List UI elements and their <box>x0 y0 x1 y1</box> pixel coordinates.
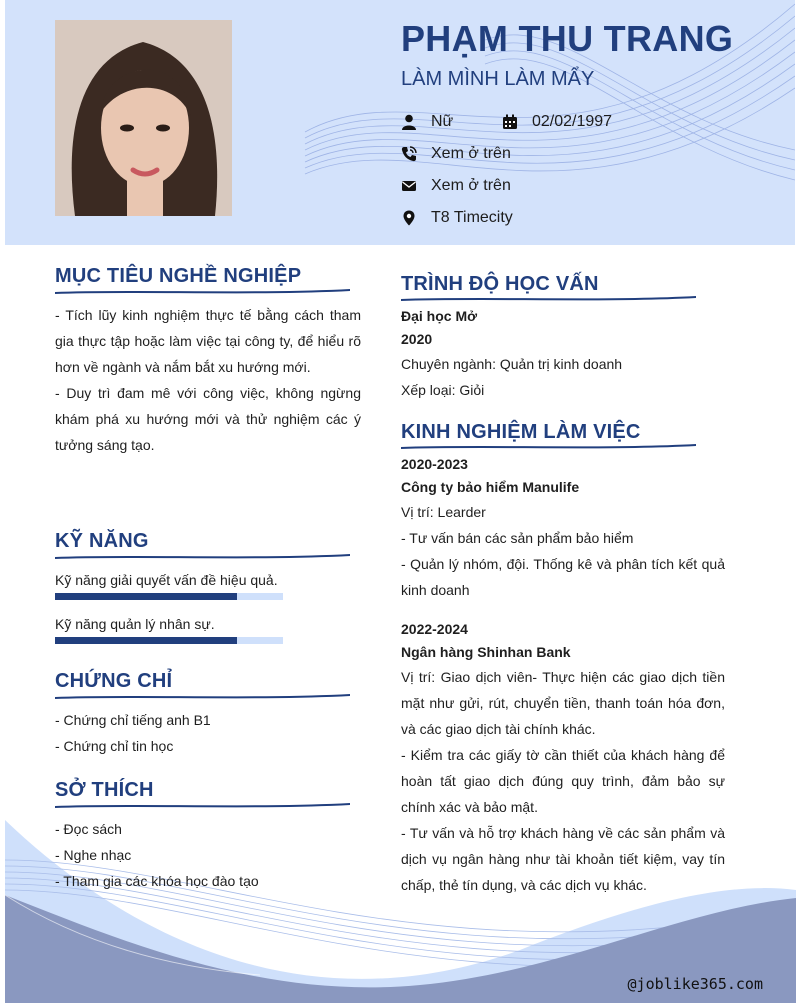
skills-heading-underline <box>55 553 350 561</box>
job-period: 2020-2023 <box>401 456 468 472</box>
job-description <box>401 664 725 898</box>
address-row <box>401 209 513 227</box>
job-detail: - Tư vấn và hỗ trợ khách hàng về các sản phẩm và dịch vụ ngân hàng như tài khoản tiết kiệm, vay tín chấp, thẻ tín dụng, và các dịch vụ khác. <box>401 825 725 893</box>
hobby-item: - Đọc sách <box>55 821 122 837</box>
hobbies-heading: SỞ THÍCH <box>55 779 154 801</box>
candidate-name: PHẠM THU TRANG <box>401 18 734 59</box>
job-role: Vị trí: Giao dịch viên- Thực hiện các giao dịch tiền mặt như gửi, rút, chuyển tiền, thanh toán hóa đơn, và các giao dịch tài chính khác. <box>401 669 725 737</box>
experience-heading-underline <box>401 443 696 451</box>
phone-row <box>401 145 511 163</box>
job-period: 2022-2024 <box>401 621 468 637</box>
job-detail: - Tư vấn bán các sản phẩm bảo hiểm <box>401 530 634 546</box>
certificate-item: - Chứng chỉ tiếng anh B1 <box>55 712 211 728</box>
website-credit: @joblike365.com <box>627 975 763 993</box>
phone-value: Xem ở trên <box>431 145 511 162</box>
objective-text <box>55 302 361 458</box>
profile-photo <box>55 20 232 216</box>
skill-bar-fill <box>55 593 237 600</box>
email-value: Xem ở trên <box>431 177 511 194</box>
person-icon <box>401 114 417 130</box>
calendar-icon <box>502 114 518 130</box>
education-year: 2020 <box>401 331 433 347</box>
objective-paragraph: - Tích lũy kinh nghiệm thực tế bằng cách tham gia thực tập hoặc làm việc tại công ty, để hiểu rõ hơn về ngành và nắm bắt xu hướng mới. <box>55 307 361 375</box>
skill-bar <box>55 593 283 600</box>
job-detail: - Kiểm tra các giấy tờ cần thiết của khách hàng để hoàn tất giao dịch đúng quy trình, đảm bảo sự chính xác và bảo mật. <box>401 747 725 815</box>
phone-icon <box>401 146 417 162</box>
skill-bar <box>55 637 283 644</box>
hobby-item: - Tham gia các khóa học đào tạo <box>55 873 259 889</box>
objective-paragraph: - Duy trì đam mê với công việc, không ngừng khám phá xu hướng mới và thử nghiệm các ý tưởng sáng tạo. <box>55 385 361 453</box>
job-description <box>401 499 725 603</box>
education-heading: TRÌNH ĐỘ HỌC VẤN <box>401 273 599 295</box>
skill-bar-fill <box>55 637 237 644</box>
job-detail: - Quản lý nhóm, đội. Thống kê và phân tích kết quả kinh doanh <box>401 556 725 598</box>
address-value: T8 Timecity <box>431 209 513 226</box>
education-heading-underline <box>401 295 696 303</box>
skill-label: Kỹ năng giải quyết vấn đề hiệu quả. <box>55 572 278 588</box>
map-pin-icon <box>401 210 417 226</box>
experience-heading: KINH NGHIỆM LÀM VIỆC <box>401 421 641 443</box>
skills-heading: KỸ NĂNG <box>55 530 149 552</box>
candidate-tagline: LÀM MÌNH LÀM MẨY <box>401 68 595 90</box>
education-school: Đại học Mở <box>401 308 478 324</box>
certificates-heading: CHỨNG CHỈ <box>55 670 173 692</box>
objective-heading: MỤC TIÊU NGHỀ NGHIỆP <box>55 265 302 287</box>
hobbies-heading-underline <box>55 802 350 810</box>
envelope-icon <box>401 178 417 194</box>
education-grade: Xếp loại: Giỏi <box>401 382 485 398</box>
birthdate-value: 02/02/1997 <box>532 113 613 130</box>
email-row <box>401 177 511 195</box>
gender-value: Nữ <box>431 113 454 130</box>
gender-row <box>401 113 453 131</box>
certificate-item: - Chứng chỉ tin học <box>55 738 174 754</box>
skill-label: Kỹ năng quản lý nhân sự. <box>55 616 215 632</box>
job-role: Vị trí: Learder <box>401 504 486 520</box>
job-company: Ngân hàng Shinhan Bank <box>401 644 571 660</box>
job-company: Công ty bảo hiểm Manulife <box>401 479 580 495</box>
objective-heading-underline <box>55 288 350 296</box>
certificates-heading-underline <box>55 693 350 701</box>
hobby-item: - Nghe nhạc <box>55 847 132 863</box>
education-major: Chuyên ngành: Quản trị kinh doanh <box>401 356 623 372</box>
birthdate-row <box>502 113 612 131</box>
